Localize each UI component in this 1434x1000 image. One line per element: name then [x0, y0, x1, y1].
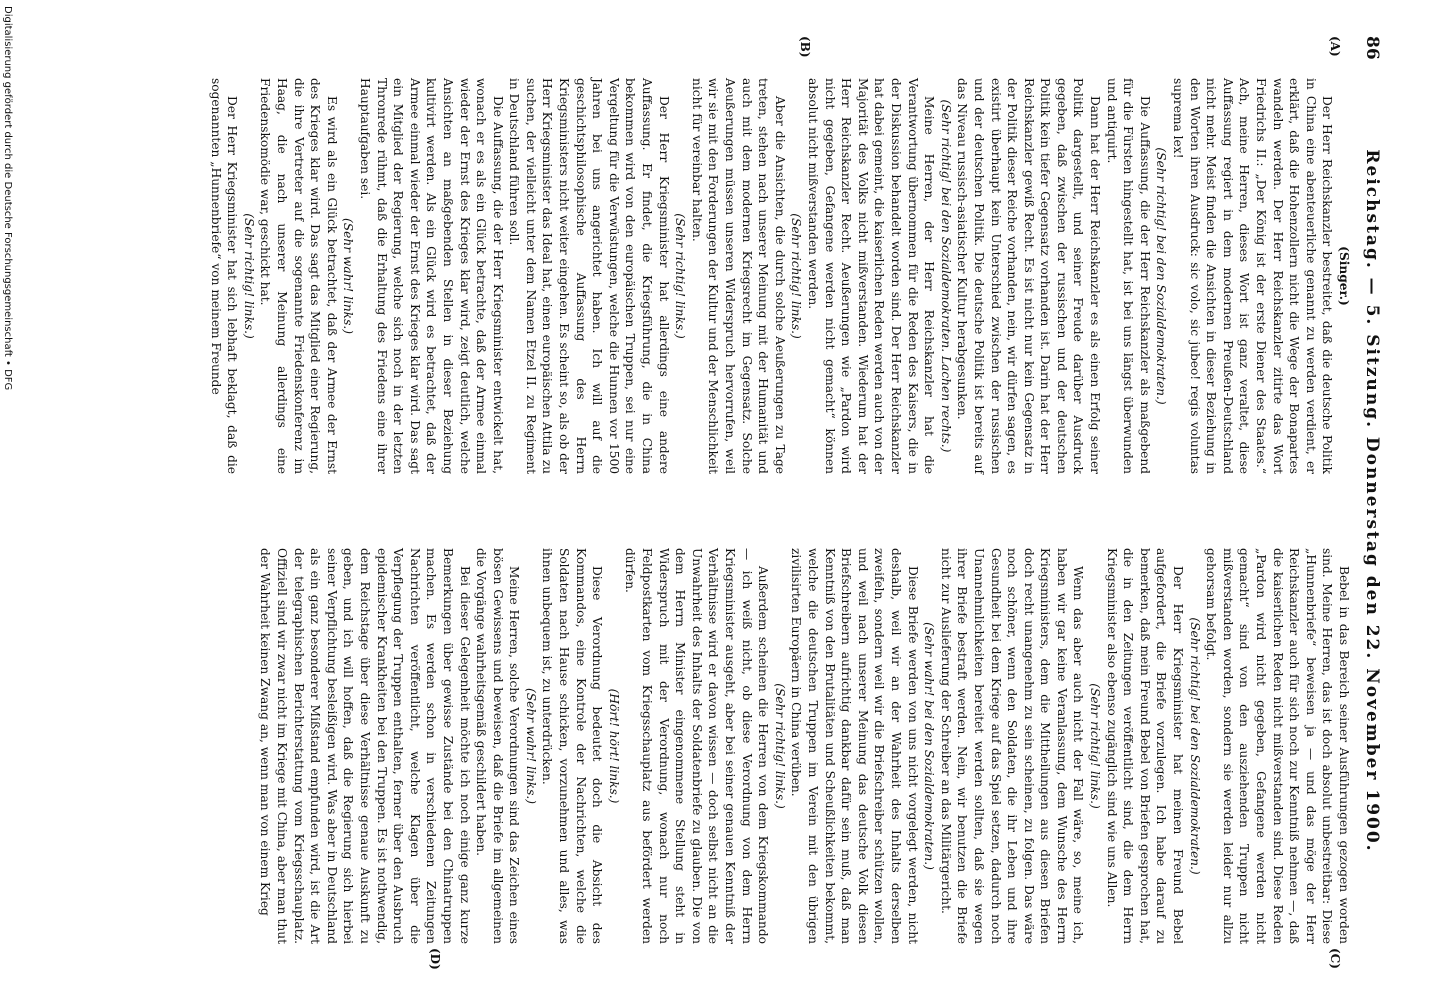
interjection: (Sehr richtig! bei den Sozialdemokraten.): [1187, 617, 1202, 875]
paragraph: Wenn das aber auch nicht der Fall wäre, so, meine ich, haben wir gar keine Veranlassung, dem Wunsche des Herrn Kriegsministers, dem die Mittheilungen aus diesen Briefen doch recht unangenehm zu sein scheinen, zu folgen. Das wäre noch schöner, wenn den Soldaten, die ihr Leben und ihre Gesundheit bei dem Kriege auf das Spiel setzen, dadurch noch Unannehmlichkeiten bereitet werden sollten, daß sie wegen ihrer Briefe bestraft werden. Nein, wir benutzen die Briefe nicht zur Auslieferung der Schreiber an das Militärgericht.: [938, 548, 1086, 944]
left-column: [207, 78, 1352, 474]
paragraph: Bei dieser Gelegenheit möchte ich noch einige ganz kurze Bemerkungen über gewisse Zustände bei den Chinatruppen machen. Es werden schon in verschiedenen Zeitungen Nachrichten veröffentlicht, welche Klagen über die Verpflegung der Truppen enthalten, ferner über den Ausbruch epidemischer Krankheiten bei den Truppen. Es ist nothwendig, dem Reichstage über diese Verhältnisse genaue Auskunft zu geben, und ich will hoffen, daß die Regierung sich hierbei seiner Verpflichtung besleißigen wird. Was aber in Deutschland als ein ganz besonderer Mißstand empfunden wird, ist die Art der telegraphischen Berichterstattung vom Kriegsschauplatz. Offiziell sind wir zwar nicht im Kriege mit China, aber man thut der Wahrheit keinen Zwang an, wenn man von einem Krieg: [258, 548, 472, 944]
interjection: (Sehr richtig! links.): [789, 213, 804, 339]
footer-credit: Digitalisierung gefördert durch die Deutsche Forschungsgemeinschaft • DFG: [2, 6, 13, 391]
interjection: (Sehr richtig! bei den Sozialdemokraten. Lachen rechts.): [938, 99, 953, 453]
paragraph: Aber die Ansichten, die durch solche Aeußerungen zu Tage treten, stehen nach unserer Meinung mit der Humanität und auch mit dem modernen Kriegsrecht im Gegensatz. Solche Aeußerungen müssen unseren Widerspruch hervorrufen, weil wir sie mit den Forderungen der Kultur und der Menschlichkeit nicht für vereinbar halten.: [689, 78, 787, 474]
paragraph: Bebel in das Bereich seiner Ausführungen gezogen worden sind. Meine Herren, das ist doch absolut unbestreitbar: Diese „Hunnenbriefe“ beweisen ja — und das möge der Herr Reichskanzler auch für sich noch zur Kenntniß nehmen —, daß die kaiserlichen Reden nicht mißverstanden sind. Diese Reden „Pardon wird nicht gegeben, Gefangene werden nicht gemacht“ sind von den ausziehenden Truppen nicht mißverstanden worden, sondern sie werden leider nur allzu gehorsam befolgt.: [1204, 548, 1351, 944]
interjection: (Sehr richtig! bei den Sozialdemokraten.): [1154, 147, 1169, 405]
interjection: (Sehr richtig! links.): [772, 683, 787, 809]
interjection: (Sehr wahr! links.): [523, 688, 538, 804]
interjection: (Sehr richtig! links.): [241, 213, 256, 339]
paragraph: Der Herr Kriegsminister hat allerdings eine andere Auffassung. Er findet, die Kriegsführung, die in China bekommen wird von den europäischen Truppen, sei nur eine Vergeltung für die Verwüstungen, welche die Hunnen vor 1500 Jahren bei uns angerichtet haben. Ich will auf die geschichtsphilosophische Auffassung des Herrn Kriegsministers nicht weiter eingehen. Es scheint so, als ob der Herr Kriegsminister das Ideal hat, einen europäischen Attila zu suchen, der vielleicht unter dem Namen Etzel II. zu Regiment in Deutschland führen soll.: [507, 78, 671, 474]
interjection: (Sehr wahr! links.): [341, 218, 356, 334]
margin-marker-d: (D): [428, 948, 442, 970]
interjection: (Sehr wahr! bei den Sozialdemokraten.): [922, 622, 937, 870]
paragraph: Dann hat der Herr Reichskanzler es als einen Erfolg seiner Politik dargestellt, und seiner Freude darüber Ausdruck gegeben, daß zwischen der russischen und der deutschen Politik kein tiefer Gegensatz vorhanden ist. Darin hat der Herr Reichskanzler gewiß Recht. Es ist nicht nur kein Gegensatz in der Politik dieser Reiche vorhanden, nein, wir dürfen sagen, es existirt überhaupt kein Unterschied zwischen der russischen und der deutschen Politik. Die deutsche Politik ist bereits auf das Niveau russisch-asiatischer Kultur herabgesunken.: [955, 78, 1103, 474]
paragraph: Der Herr Reichskanzler bestreitet, daß die deutsche Politik in China eine abenteuerliche genannt zu werden verdient, er erklärt, daß die Hohenzollern nicht die Wege der Bonapartes wandeln werden. Der Herr Reichskanzler zitirte das Wort Friedrichs II.: „Der König ist der erste Diener des Staates.“ Ach, meine Herren, dieses Wort ist ganz veraltet, diese Auffassung regiert in dem modernen Preußen-Deutschland nicht mehr. Meist finden die Ansichten in dieser Beziehung in den Worten ihren Ausdruck: sic volo, sic jubeo! regis voluntas suprema lex!: [1171, 78, 1335, 474]
page-title: Reichstag. — 5. Sitzung. Donnerstag den 22. November 1900.: [1362, 149, 1382, 853]
page-body: [2, 6, 1382, 970]
paragraph: Der Herr Kriegsminister hat meinen Freund Bebel aufgefordert, die Briefe vorzulegen. Ich habe darauf zu bemerken, daß mein Freund Bebel von Briefen gesprochen hat, die in den Zeitungen veröffentlicht sind, die dem Herrn Kriegsminister also ebenso zugänglich sind wie uns Allen.: [1104, 548, 1186, 944]
margin-marker-a: (A): [1328, 36, 1342, 57]
paragraph: Außerdem scheinen die Herren von dem Kriegskommando — ich weiß nicht, ob diese Verordnung von dem Herrn Kriegsminister ausgeht, aber bei seiner genauen Kenntniß der Verhältnisse wird er davon wissen — doch selbst nicht an die Unwahrheit des Inhalts der Soldatenbriefe zu glauben. Die von dem Herrn Minister eingenommene Stellung steht in Widerspruch mit der Verordnung, wonach nur noch Feldpostkarten vom Kriegsschauplatz aus befördert werden dürfen.: [623, 548, 771, 944]
margin-marker-b: (B): [798, 36, 812, 58]
page-number: 86: [1362, 36, 1382, 60]
paragraph: Die Auffassung, die der Herr Reichskanzler als maßgebend für die Fürsten hingestellt hat, ist bei uns längst überwunden und antiquirt.: [1104, 78, 1152, 474]
paragraph: Meine Herren, solche Verordnungen sind das Zeichen eines bösen Gewissens und beweisen, daß die Briefe im allgemeinen die Vorgänge wahrheitsgemäß geschildert haben.: [474, 548, 522, 944]
speaker-name: (Singer.): [1337, 246, 1351, 306]
right-column: [257, 548, 1352, 944]
interjection: (Hört! hört! links.): [606, 688, 621, 804]
page-header: [1356, 36, 1382, 966]
margin-marker-c: (C): [1328, 948, 1342, 969]
interjection: (Sehr richtig! links.): [1088, 683, 1103, 809]
interjection: (Sehr richtig! links.): [673, 213, 688, 339]
paragraph: Es wird als ein Glück betrachtet, daß der Armee der Ernst des Krieges klar wird. Das sagt das Mitglied einer Regierung, die ihre Vertreter auf die sogenannte Friedenskonferenz im Haag, die nach unserer Meinung allerdings eine Friedenskomödie war, geschickt hat.: [258, 78, 339, 474]
paragraph: Diese Verordnung bedeutet doch die Absicht des Kommandos, eine Kontrole der Nachrichten, welche die Soldaten nach Hause schicken, vorzunehmen und alles, was ihnen unbequem ist, zu unterdrücken.: [540, 548, 605, 944]
paragraph: Diese Briefe werden von uns nicht vorgelegt werden, nicht deshalb, weil wir an der Wahrheit des Inhalts derselben zweifeln, sondern weil wir die Briefschreiber schützen wollen, und weil nach unserer Meinung das deutsche Volk diesen Briefschreibern aufrichtig dankbar dafür sein muß, daß man Kenntniß von den Brutalitäten und Scheußlichkeiten bekommt, welche die deutschen Truppen im Verein mit den übrigen zivilisirten Europäern in China verüben.: [789, 548, 920, 944]
paragraph: Der Herr Kriegsminister hat sich lebhaft beklagt, daß die sogenannten „Hunnenbriefe“ von meinem Freunde: [208, 78, 240, 474]
paragraph: Meine Herren, der Herr Reichskanzler hat die Verantwortung übernommen für die Reden des Kaisers, die in der Diskussion behandelt worden sind. Der Herr Reichskanzler hat dabei gemeint, die kaiserlichen Reden werden auch von der Majorität des Volks nicht mißverstanden. Wiederum hat der Herr Reichskanzler Recht. Aeußerungen wie „Pardon wird nicht gegeben, Gefangene werden nicht gemacht“ können absolut nicht mißverstanden werden.: [806, 78, 937, 474]
paragraph: Die Auffassung, die der Herr Kriegsminister entwickelt hat, wonach er es als ein Glück betrachte, daß der Armee einmal wieder der Ernst des Krieges klar wird, zeigt deutlich, welche Ansichten an maßgebenden Stellen in dieser Beziehung kultivirt werden. Als ein Glück wird es betrachtet, daß der Armee einmal wieder der Ernst des Krieges klar wird. Das sagt ein Mitglied der Regierung, welche sich noch in der letzten Thronrede rühmt, daß die Erhaltung des Friedens eine ihrer Hauptaufgaben sei.: [357, 78, 505, 474]
